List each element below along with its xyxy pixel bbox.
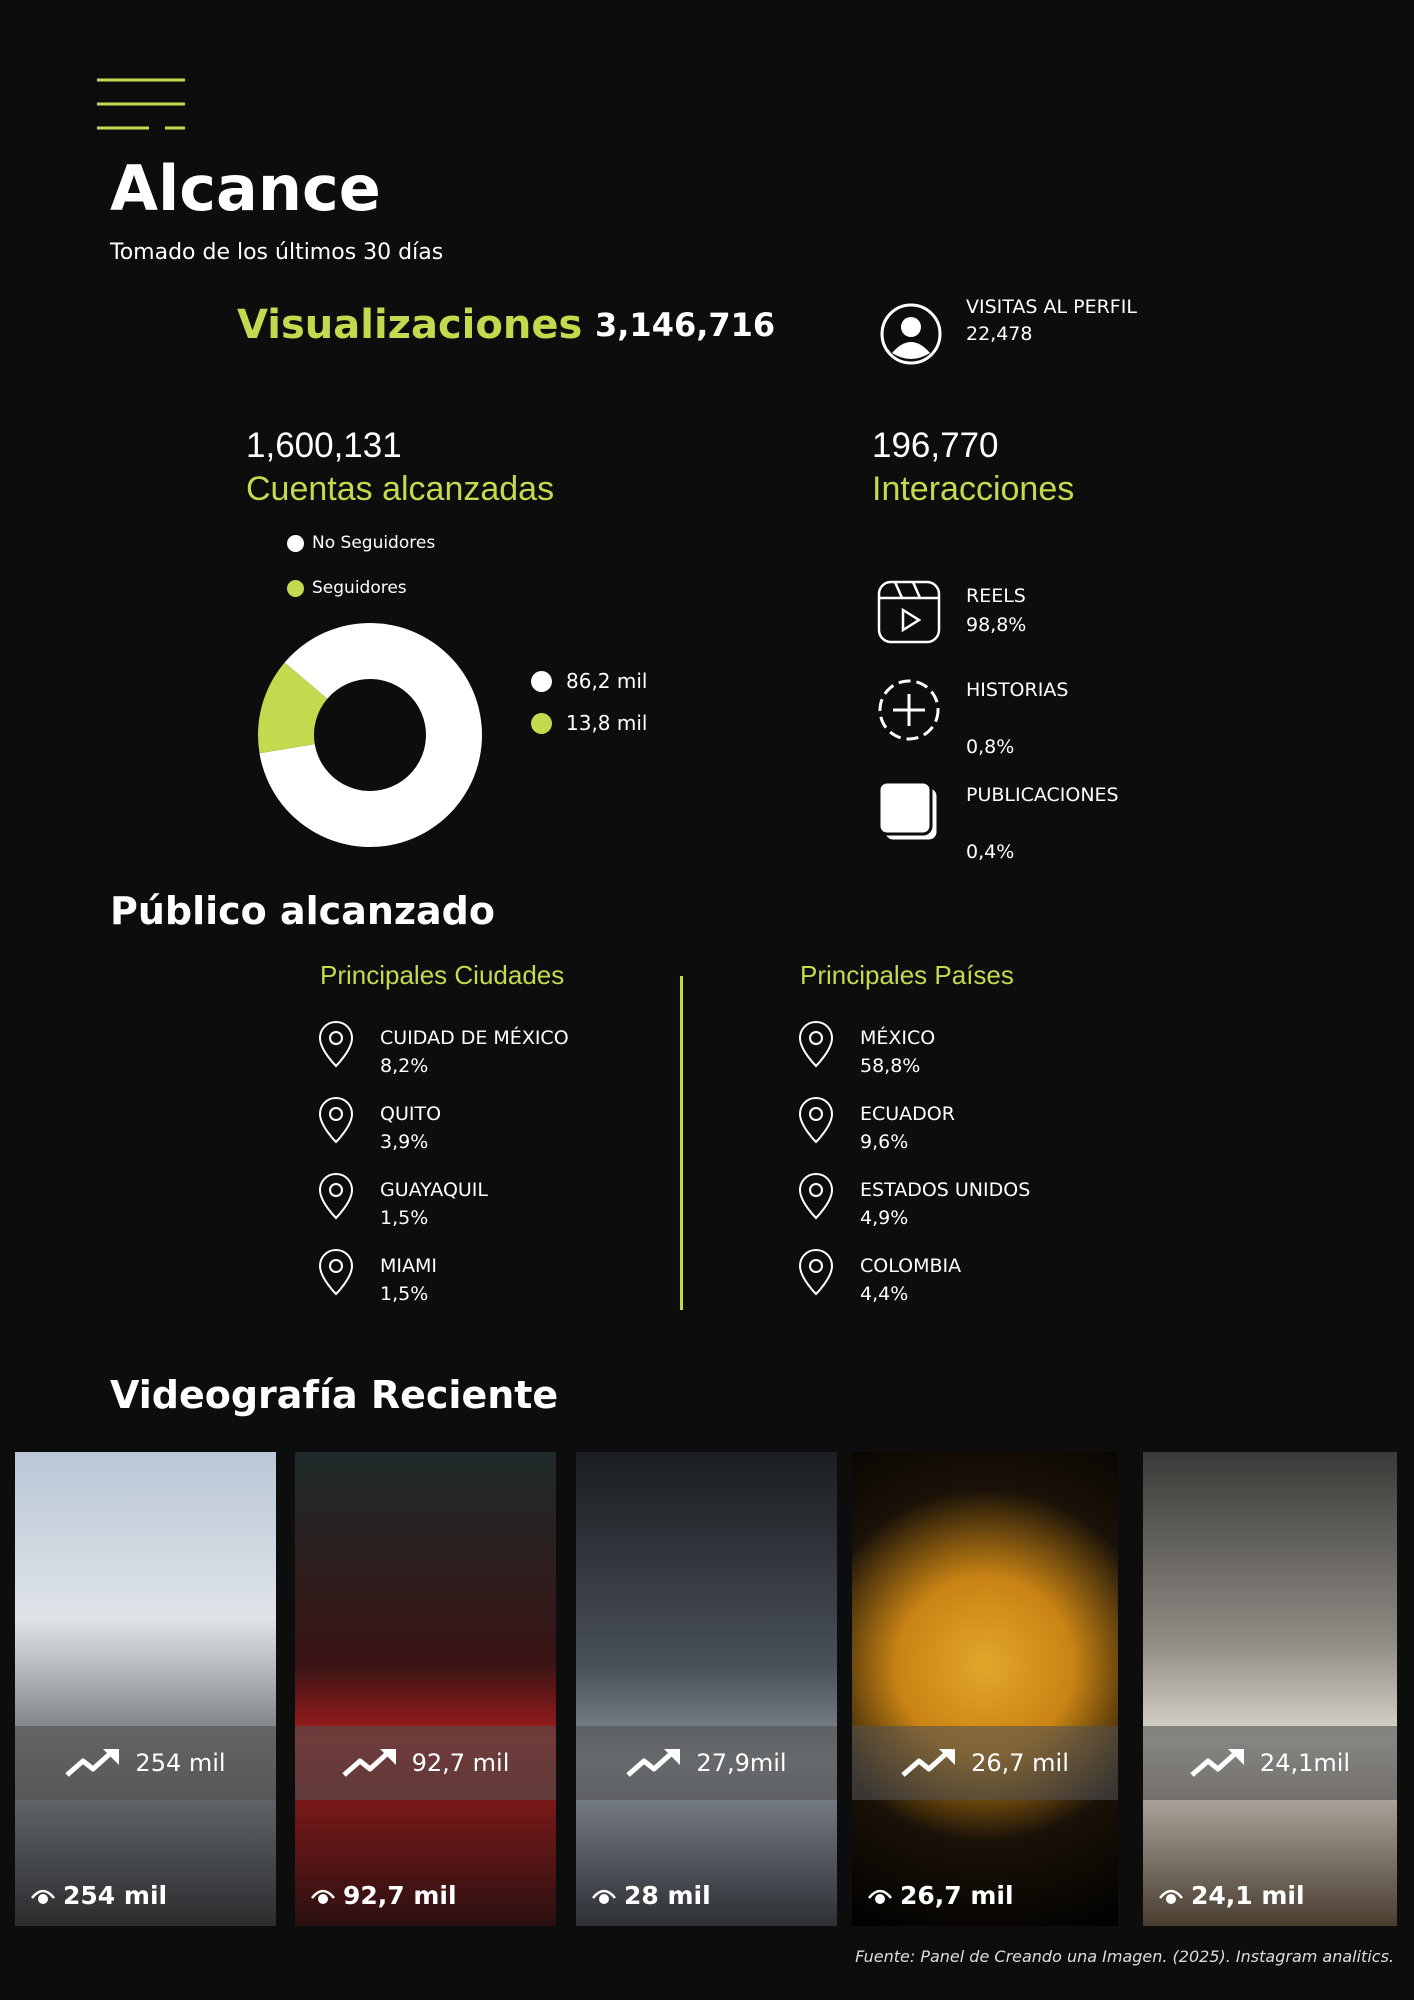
page-subtitle: Tomado de los últimos 30 días [110, 240, 444, 265]
posts-stack-icon [877, 780, 941, 844]
audience-title: Público alcanzado [110, 889, 495, 933]
profile-visits-value: 22,478 [966, 323, 1033, 345]
location-name: GUAYAQUIL [380, 1179, 488, 1201]
location-pin-icon [318, 1172, 354, 1220]
views-value: 92,7 mil [343, 1881, 457, 1910]
location-pin [318, 1172, 354, 1224]
interaction-value-reels: 98,8% [966, 614, 1027, 636]
location-pin [798, 1248, 834, 1300]
location-percent: 1,5% [380, 1283, 429, 1305]
stories-add-icon [877, 678, 941, 742]
video-card[interactable] [852, 1452, 1118, 1926]
location-pin [798, 1020, 834, 1072]
donut-value-followers [531, 711, 647, 735]
countries-title: Principales Países [800, 960, 1014, 990]
profile-visits-label: VISITAS AL PERFIL [966, 296, 1137, 318]
user-profile-icon [880, 303, 942, 365]
trending-up-icon [342, 1747, 398, 1779]
location-percent: 4,4% [860, 1283, 909, 1305]
views-count [868, 1881, 1014, 1910]
reach-value: 92,7 mil [411, 1749, 510, 1777]
reach-band [15, 1726, 276, 1800]
location-name: MÉXICO [860, 1027, 936, 1049]
interactions-value: 196,770 [872, 426, 999, 465]
value-swatch [531, 713, 552, 734]
eye-icon [1159, 1886, 1183, 1906]
reach-band [1143, 1726, 1397, 1800]
accounts-reached-value: 1,600,131 [246, 426, 402, 465]
legend-label: Seguidores [312, 578, 407, 598]
location-pin-icon [798, 1020, 834, 1068]
location-percent: 3,9% [380, 1131, 429, 1153]
location-name: CUIDAD DE MÉXICO [380, 1027, 569, 1049]
reach-value: 27,9mil [696, 1749, 787, 1777]
reach-band [295, 1726, 556, 1800]
location-pin-icon [798, 1096, 834, 1144]
accounts-reached-label: Cuentas alcanzadas [246, 470, 555, 508]
location-percent: 8,2% [380, 1055, 429, 1077]
location-name: MIAMI [380, 1255, 437, 1277]
location-percent: 58,8% [860, 1055, 921, 1077]
legend-followers [287, 578, 407, 598]
location-percent: 4,9% [860, 1207, 909, 1229]
location-pin [318, 1020, 354, 1072]
views-count [31, 1881, 167, 1910]
legend-swatch-followers [287, 580, 304, 597]
video-card[interactable] [1143, 1452, 1397, 1926]
interaction-label-posts: PUBLICACIONES [966, 784, 1119, 806]
page-title: Alcance [110, 152, 381, 225]
legend-label: No Seguidores [312, 533, 436, 553]
location-name: QUITO [380, 1103, 442, 1125]
views-count [1159, 1881, 1305, 1910]
views-value: 3,146,716 [595, 306, 776, 344]
location-name: ESTADOS UNIDOS [860, 1179, 1031, 1201]
reach-value: 24,1mil [1259, 1749, 1351, 1777]
trending-up-icon [1190, 1747, 1246, 1779]
video-card[interactable] [15, 1452, 276, 1926]
reach-value: 26,7 mil [971, 1749, 1069, 1777]
views-value: 24,1 mil [1191, 1881, 1305, 1910]
reels-icon [877, 580, 941, 644]
views-label: Visualizaciones [237, 302, 583, 348]
interaction-label-stories: HISTORIAS [966, 679, 1069, 701]
views-value: 254 mil [63, 1881, 168, 1910]
legend-non-followers [287, 533, 435, 553]
location-name: ECUADOR [860, 1103, 955, 1125]
video-card[interactable] [295, 1452, 556, 1926]
location-percent: 9,6% [860, 1131, 909, 1153]
location-pin-icon [798, 1248, 834, 1296]
trending-up-icon [626, 1747, 682, 1779]
reach-value: 254 mil [135, 1749, 226, 1777]
interactions-label: Interacciones [872, 470, 1075, 508]
value-swatch [531, 671, 552, 692]
eye-icon [592, 1886, 616, 1906]
source-footnote: Fuente: Panel de Creando una Imagen. (2025). Instagram analitics. [855, 1947, 1394, 1966]
interaction-label-reels: REELS [966, 585, 1026, 607]
views-value: 28 mil [624, 1881, 711, 1910]
data-label: 86,2 mil [566, 669, 648, 693]
location-pin [798, 1172, 834, 1224]
trending-up-icon [901, 1747, 957, 1779]
location-pin [798, 1096, 834, 1148]
donut-value-non-followers [531, 669, 647, 693]
followers-donut-chart [257, 622, 483, 848]
reach-band [576, 1726, 837, 1800]
location-pin [318, 1096, 354, 1148]
eye-icon [311, 1886, 335, 1906]
interaction-value-posts: 0,4% [966, 841, 1015, 863]
views-value: 26,7 mil [900, 1881, 1014, 1910]
trending-up-icon [65, 1747, 121, 1779]
column-divider [680, 976, 683, 1310]
location-pin [318, 1248, 354, 1300]
videography-title: Videografía Reciente [110, 1373, 559, 1417]
interaction-value-stories: 0,8% [966, 736, 1015, 758]
location-name: COLOMBIA [860, 1255, 962, 1277]
reach-band [852, 1726, 1118, 1800]
eye-icon [868, 1886, 892, 1906]
data-label: 13,8 mil [566, 711, 648, 735]
location-pin-icon [798, 1172, 834, 1220]
views-count [311, 1881, 457, 1910]
views-count [592, 1881, 711, 1910]
location-percent: 1,5% [380, 1207, 429, 1229]
menu-icon[interactable] [97, 78, 185, 132]
location-pin-icon [318, 1020, 354, 1068]
eye-icon [31, 1886, 55, 1906]
location-pin-icon [318, 1096, 354, 1144]
cities-title: Principales Ciudades [320, 960, 565, 990]
video-card[interactable] [576, 1452, 837, 1926]
location-pin-icon [318, 1248, 354, 1296]
legend-swatch-non-followers [287, 535, 304, 552]
